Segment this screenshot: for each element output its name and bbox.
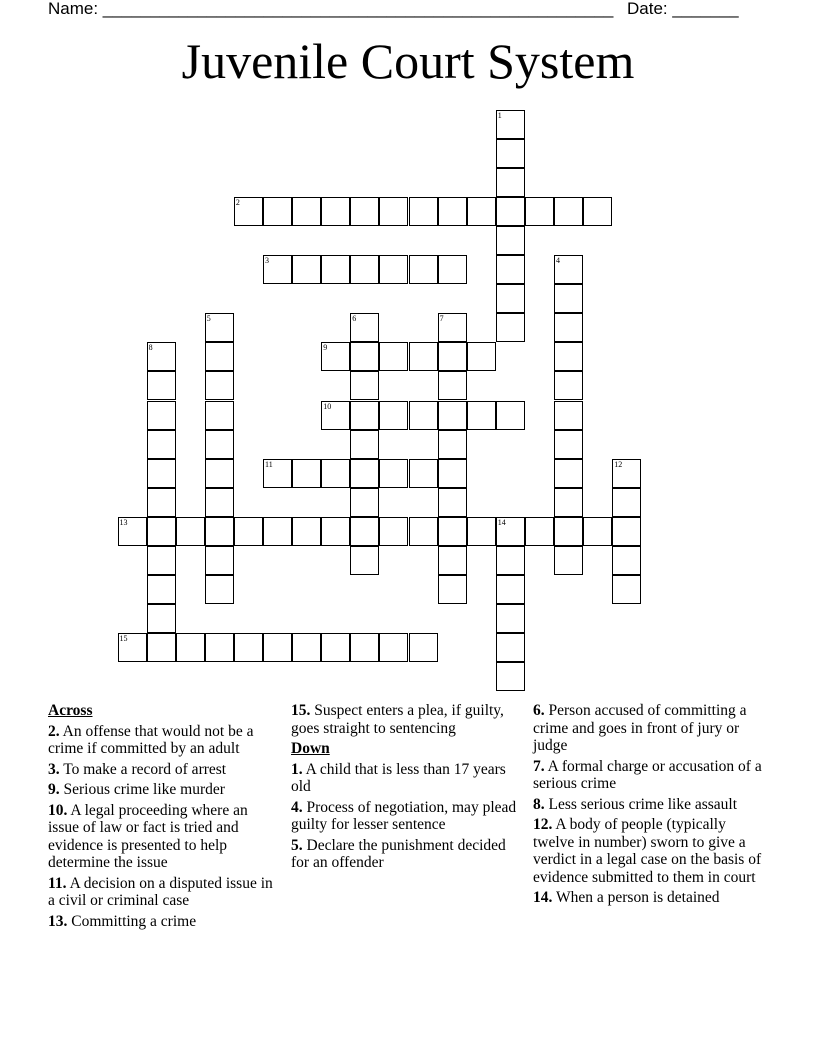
grid-cell[interactable] [496, 284, 525, 313]
grid-cell[interactable] [496, 401, 525, 430]
clue-text: A formal charge or accusation of a serious crime [533, 757, 762, 792]
grid-cell[interactable] [554, 488, 583, 517]
grid-cell[interactable] [263, 255, 292, 284]
grid-cell[interactable] [612, 488, 641, 517]
clue-down-1 [291, 761, 523, 796]
grid-cell[interactable] [147, 517, 176, 546]
clue-text: A decision on a disputed issue in a civil or criminal case [48, 874, 273, 909]
clue-number-label: 5 [206, 314, 211, 324]
grid-cell[interactable] [612, 575, 641, 604]
clue-number: 15. [291, 702, 311, 719]
grid-cell[interactable] [554, 255, 583, 284]
name-field-label: Name: ______________________________________________________ [48, 0, 614, 18]
grid-cell[interactable] [321, 517, 350, 546]
grid-cell[interactable] [205, 517, 234, 546]
grid-cell[interactable] [438, 430, 467, 459]
clue-number: 11. [48, 874, 67, 892]
grid-cell[interactable] [350, 255, 379, 284]
grid-cell[interactable] [496, 139, 525, 168]
grid-cell[interactable] [350, 401, 379, 430]
clue-number-label: 7 [439, 314, 444, 324]
clue-number-label: 15 [119, 634, 128, 644]
clue-number: 8. [533, 795, 545, 813]
grid-cell[interactable] [525, 197, 554, 226]
grid-cell[interactable] [205, 430, 234, 459]
grid-cell[interactable] [438, 342, 467, 371]
clue-number-label: 6 [352, 314, 357, 324]
grid-cell[interactable] [409, 401, 438, 430]
clue-text: Declare the punishment decided for an offender [291, 836, 506, 871]
grid-cell[interactable] [321, 459, 350, 488]
clue-number: 1. [291, 760, 303, 778]
grid-cell[interactable] [467, 517, 496, 546]
clue-number: 2. [48, 722, 60, 740]
grid-cell[interactable] [321, 633, 350, 662]
grid-cell[interactable] [350, 633, 379, 662]
clue-number: 12. [533, 816, 553, 833]
grid-cell[interactable] [467, 342, 496, 371]
clue-text: When a person is detained [555, 889, 720, 906]
grid-cell[interactable] [350, 430, 379, 459]
clue-down-7 [533, 758, 765, 793]
clue-across-3 [48, 761, 280, 779]
clue-across-10 [48, 802, 280, 872]
grid-cell[interactable] [205, 342, 234, 371]
grid-cell[interactable] [234, 197, 263, 226]
grid-cell[interactable] [147, 430, 176, 459]
grid-cell[interactable] [321, 401, 350, 430]
grid-cell[interactable] [379, 255, 408, 284]
grid-cell[interactable] [292, 633, 321, 662]
grid-cell[interactable] [438, 459, 467, 488]
clue-text: Process of negotiation, may plead guilty for lesser sentence [291, 798, 517, 833]
grid-cell[interactable] [612, 546, 641, 575]
clue-number-label: 4 [556, 256, 560, 265]
clue-down-6 [533, 702, 765, 755]
grid-cell[interactable] [496, 226, 525, 255]
grid-cell[interactable] [292, 517, 321, 546]
grid-cell[interactable] [350, 197, 379, 226]
clue-text: A body of people (typically twelve in number) sworn to give a verdict in a legal case on the basis of evidence submitted to them in court [533, 816, 762, 886]
grid-cell[interactable] [438, 313, 467, 342]
grid-cell[interactable] [379, 197, 408, 226]
grid-cell[interactable] [467, 401, 496, 430]
clue-column-3 [533, 702, 765, 910]
grid-cell[interactable] [147, 604, 176, 633]
clue-text: A child that is less than 17 years old [291, 760, 506, 795]
grid-cell[interactable] [205, 313, 234, 342]
clue-text: Committing a crime [71, 912, 197, 930]
grid-cell[interactable] [554, 313, 583, 342]
grid-cell[interactable] [263, 459, 292, 488]
clue-number: 14. [533, 889, 553, 906]
grid-cell[interactable] [467, 197, 496, 226]
clue-across-15 [291, 702, 523, 737]
puzzle-title: Juvenile Court System [181, 33, 635, 89]
grid-cell[interactable] [496, 575, 525, 604]
grid-cell[interactable] [147, 633, 176, 662]
grid-cell[interactable] [496, 517, 525, 546]
grid-cell[interactable] [379, 401, 408, 430]
grid-cell[interactable] [409, 517, 438, 546]
clue-number-label: 1 [497, 110, 502, 120]
grid-cell[interactable] [554, 546, 583, 575]
grid-cell[interactable] [438, 488, 467, 517]
grid-cell[interactable] [147, 371, 176, 400]
clue-number: 4. [291, 798, 303, 816]
grid-cell[interactable] [496, 255, 525, 284]
grid-cell[interactable] [525, 517, 554, 546]
grid-cell[interactable] [292, 459, 321, 488]
grid-cell[interactable] [496, 633, 525, 662]
grid-cell[interactable] [147, 546, 176, 575]
clue-number-label: 2 [235, 197, 240, 207]
clue-text: Suspect enters a plea, if guilty, goes straight to sentencing [291, 702, 504, 737]
clue-column-2 [291, 702, 523, 875]
grid-cell[interactable] [554, 459, 583, 488]
clue-across-11 [48, 875, 280, 910]
grid-cell[interactable] [147, 401, 176, 430]
grid-cell[interactable] [205, 546, 234, 575]
grid-cell[interactable] [176, 517, 205, 546]
clue-number-label: 11 [265, 459, 273, 469]
grid-cell[interactable] [496, 197, 525, 226]
grid-cell[interactable] [118, 517, 147, 546]
grid-cell[interactable] [321, 342, 350, 371]
clue-down-8 [533, 796, 765, 814]
grid-cell[interactable] [438, 255, 467, 284]
clue-text: An offense that would not be a crime if committed by an adult [48, 722, 254, 757]
grid-cell[interactable] [350, 371, 379, 400]
grid-cell[interactable] [496, 313, 525, 342]
grid-cell[interactable] [438, 371, 467, 400]
grid-cell[interactable] [583, 517, 612, 546]
clue-number-label: 9 [323, 343, 328, 353]
grid-cell[interactable] [612, 517, 641, 546]
grid-cell[interactable] [496, 662, 525, 691]
clue-text: To make a record of arrest [63, 760, 227, 778]
clue-number: 6. [533, 702, 545, 719]
grid-cell[interactable] [292, 255, 321, 284]
grid-cell[interactable] [409, 459, 438, 488]
grid-cell[interactable] [350, 459, 379, 488]
grid-cell[interactable] [147, 342, 176, 371]
grid-cell[interactable] [350, 313, 379, 342]
grid-cell[interactable] [205, 459, 234, 488]
grid-cell[interactable] [350, 342, 379, 371]
grid-cell[interactable] [554, 517, 583, 546]
grid-cell[interactable] [263, 633, 292, 662]
clue-number: 7. [533, 757, 545, 775]
clue-number-label: 10 [323, 401, 332, 411]
grid-cell[interactable] [379, 459, 408, 488]
clue-text: Serious crime like murder [63, 781, 225, 798]
grid-cell[interactable] [234, 633, 263, 662]
grid-cell[interactable] [554, 430, 583, 459]
clue-number-label: 12 [614, 459, 623, 469]
grid-cell[interactable] [554, 197, 583, 226]
clue-down-5 [291, 837, 523, 872]
grid-cell[interactable] [205, 575, 234, 604]
grid-cell[interactable] [205, 401, 234, 430]
clue-number: 13. [48, 912, 68, 930]
clue-down-14 [533, 889, 765, 907]
grid-cell[interactable] [409, 342, 438, 371]
grid-cell[interactable] [379, 633, 408, 662]
grid-cell[interactable] [554, 284, 583, 313]
clue-number-label: 13 [119, 517, 128, 527]
grid-cell[interactable] [583, 197, 612, 226]
grid-cell[interactable] [409, 255, 438, 284]
grid-cell[interactable] [147, 459, 176, 488]
grid-cell[interactable] [379, 517, 408, 546]
down-heading: Down [291, 740, 330, 757]
grid-cell[interactable] [147, 488, 176, 517]
grid-cell[interactable] [350, 488, 379, 517]
grid-cell[interactable] [263, 517, 292, 546]
grid-cell[interactable] [496, 168, 525, 197]
clue-across-13 [48, 913, 280, 931]
grid-cell[interactable] [292, 197, 321, 226]
grid-cell[interactable] [205, 488, 234, 517]
grid-cell[interactable] [147, 575, 176, 604]
grid-cell[interactable] [263, 197, 292, 226]
clue-number-label: 8 [148, 343, 153, 353]
grid-cell[interactable] [176, 633, 205, 662]
grid-cell[interactable] [438, 575, 467, 604]
grid-cell[interactable] [496, 546, 525, 575]
clue-across-2 [48, 723, 280, 758]
grid-cell[interactable] [350, 546, 379, 575]
clue-number: 3. [48, 760, 60, 778]
grid-cell[interactable] [379, 342, 408, 371]
grid-cell[interactable] [496, 604, 525, 633]
clue-text: A legal proceeding where an issue of law or fact is tried and evidence is presented to help determine the issue [48, 801, 248, 871]
grid-cell[interactable] [409, 633, 438, 662]
grid-cell[interactable] [205, 371, 234, 400]
grid-cell[interactable] [321, 255, 350, 284]
grid-cell[interactable] [438, 401, 467, 430]
clue-number-label: 3 [265, 256, 269, 265]
grid-cell[interactable] [612, 459, 641, 488]
clue-down-12 [533, 816, 765, 886]
grid-cell[interactable] [438, 197, 467, 226]
clue-number: 10. [48, 801, 68, 819]
clue-down-4 [291, 799, 523, 834]
clue-number-label: 14 [497, 517, 506, 527]
grid-cell[interactable] [554, 342, 583, 371]
clue-number: 5. [291, 836, 303, 854]
grid-cell[interactable] [205, 633, 234, 662]
clue-text: Person accused of committing a crime and goes in front of jury or judge [533, 702, 747, 754]
grid-cell[interactable] [438, 546, 467, 575]
grid-cell[interactable] [554, 371, 583, 400]
clue-number: 9. [48, 781, 60, 798]
date-field-label: Date: _______ [627, 0, 739, 18]
grid-cell[interactable] [234, 517, 263, 546]
clue-across-9 [48, 781, 280, 799]
grid-cell[interactable] [554, 401, 583, 430]
clue-text: Less serious crime like assault [548, 795, 738, 813]
grid-cell[interactable] [350, 517, 379, 546]
grid-cell[interactable] [409, 197, 438, 226]
grid-cell[interactable] [118, 633, 147, 662]
clue-column-1 [48, 702, 280, 933]
across-heading: Across [48, 702, 93, 719]
grid-cell[interactable] [438, 517, 467, 546]
grid-cell[interactable] [321, 197, 350, 226]
grid-cell[interactable] [496, 110, 525, 139]
